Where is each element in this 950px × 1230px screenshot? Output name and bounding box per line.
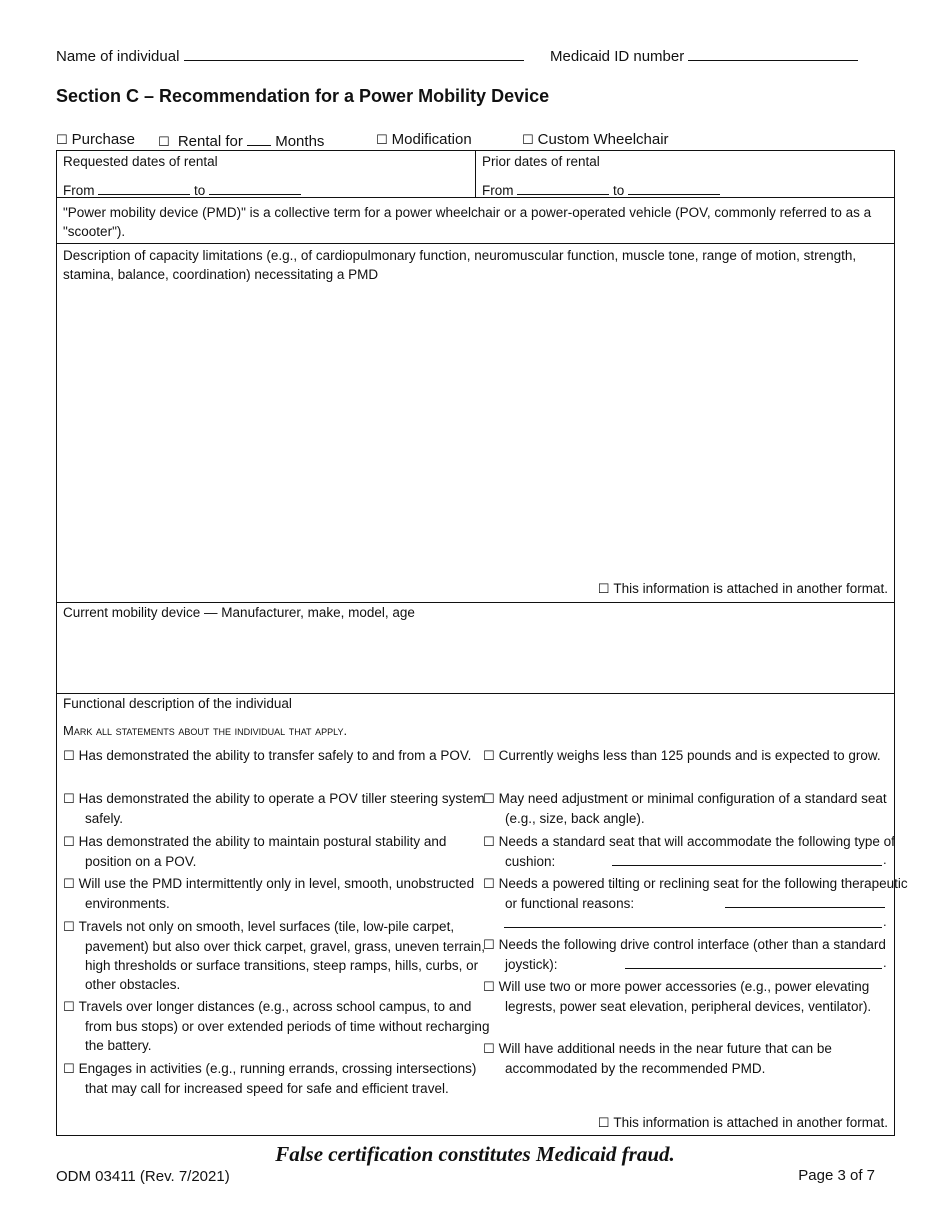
prior-from-label: From	[482, 183, 514, 198]
requested-to-label: to	[194, 183, 206, 198]
right-item-2[interactable]: ☐ May need adjustment or minimal configuration of a standard seat (e.g., size, back angle).	[483, 789, 910, 828]
requested-dates-label: Requested dates of rental	[63, 154, 218, 169]
custom-label: Custom Wheelchair	[537, 131, 669, 148]
prior-dates-cell	[475, 150, 895, 198]
form-id: ODM 03411 (Rev. 7/2021)	[56, 1168, 230, 1185]
right-item-5[interactable]: ☐ Needs the following drive control interface (other than a standard joystick):	[483, 935, 910, 974]
capacity-attached-label: This information is attached in another format.	[613, 581, 888, 596]
right-item-6[interactable]: ☐ Will use two or more power accessories (e.g., power elevating legrests, power seat elevation, peripheral devices, ventilator).	[483, 977, 910, 1016]
cushion-period: .	[883, 852, 887, 867]
functional-instruction: Mark all statements about the individual that apply.	[63, 723, 348, 738]
tilt-period: .	[883, 914, 887, 929]
rental-months-field[interactable]	[247, 131, 271, 146]
rental-label: Rental for	[177, 133, 243, 150]
requested-from-label: From	[63, 183, 95, 198]
purchase-checkbox[interactable]	[56, 131, 135, 148]
custom-wheelchair-checkbox[interactable]	[522, 131, 669, 148]
capacity-limitations-label: Description of capacity limitations (e.g., of cardiopulmonary function, neuromuscular function, muscle tone, range of motion, strength, stamina, balance, coordination) necessitating a PMD	[63, 248, 857, 282]
purchase-label: Purchase	[71, 131, 136, 148]
requested-to-field[interactable]	[209, 180, 301, 195]
left-item-4[interactable]: ☐ Will use the PMD intermittently only in level, smooth, unobstructed environments.	[63, 874, 490, 913]
current-device-cell[interactable]	[56, 602, 895, 694]
header-medicaid-row	[550, 46, 858, 65]
left-item-3[interactable]: ☐ Has demonstrated the ability to maintain postural stability and position on a POV.	[63, 832, 490, 871]
left-item-6[interactable]: ☐ Travels over longer distances (e.g., across school campus, to and from bus stops) or over extended periods of time without recharging the battery.	[63, 997, 490, 1055]
capacity-limitations-cell[interactable]	[56, 243, 895, 603]
right-item-4[interactable]: ☐ Needs a powered tilting or reclining seat for the following therapeutic or functional reasons:	[483, 874, 910, 913]
rental-checkbox[interactable]	[158, 131, 324, 150]
drive-control-field[interactable]	[625, 954, 882, 969]
right-item-1[interactable]: ☐ Currently weighs less than 125 pounds and is expected to grow.	[483, 746, 905, 766]
fraud-notice: False certification constitutes Medicaid fraud.	[275, 1142, 675, 1166]
functional-description-cell	[56, 693, 908, 1136]
medicaid-label: Medicaid ID number	[550, 48, 685, 65]
left-item-5[interactable]: ☐ Travels not only on smooth, level surfaces (tile, low-pile carpet, pavement) but also over thick carpet, gravel, grass, uneven terrain, high thresholds or surface transitions, steep ramps, hills, curbs, or other obstacles.	[63, 917, 490, 994]
current-device-label: Current mobility device — Manufacturer, make, model, age	[63, 605, 415, 620]
name-field[interactable]	[184, 46, 524, 61]
tilt-reasons-field-2[interactable]	[504, 913, 882, 928]
pmd-definition-text: "Power mobility device (PMD)" is a collective term for a power wheelchair or a power-operated vehicle (POV, commonly referred to as a "scooter").	[63, 205, 872, 239]
prior-from-field[interactable]	[517, 180, 609, 195]
rental-months-label: Months	[275, 133, 325, 150]
prior-dates-label: Prior dates of rental	[482, 154, 600, 169]
prior-dates-range	[482, 180, 720, 198]
medicaid-field[interactable]	[688, 46, 858, 61]
requested-dates-range	[63, 180, 301, 198]
tilt-reasons-field-1[interactable]	[725, 893, 885, 908]
capacity-attached-checkbox[interactable]	[598, 581, 888, 597]
cushion-type-field[interactable]	[612, 851, 882, 866]
page-number: Page 3 of 7	[798, 1167, 875, 1184]
right-item-3[interactable]: ☐ Needs a standard seat that will accommodate the following type of cushion:	[483, 832, 910, 871]
left-item-7[interactable]: ☐ Engages in activities (e.g., running errands, crossing intersections) that may call for increased speed for safe and efficient travel.	[63, 1059, 490, 1098]
right-item-7[interactable]: ☐ Will have additional needs in the near future that can be accommodated by the recommended PMD.	[483, 1039, 910, 1078]
prior-to-field[interactable]	[628, 180, 720, 195]
prior-to-label: to	[613, 183, 625, 198]
left-item-2[interactable]: ☐ Has demonstrated the ability to operate a POV tiller steering system safely.	[63, 789, 490, 828]
section-title: Section C – Recommendation for a Power Mobility Device	[56, 86, 550, 106]
requested-from-field[interactable]	[98, 180, 190, 195]
left-item-1[interactable]: ☐ Has demonstrated the ability to transfer safely to and from a POV.	[63, 746, 490, 766]
functional-attached-checkbox[interactable]	[598, 1115, 888, 1131]
modification-label: Modification	[391, 131, 472, 148]
functional-title: Functional description of the individual	[63, 696, 292, 711]
requested-dates-cell	[56, 150, 476, 198]
pmd-definition-cell	[56, 197, 895, 244]
drive-period: .	[883, 955, 887, 970]
modification-checkbox[interactable]	[376, 131, 472, 148]
header-name-row	[56, 46, 524, 65]
name-label: Name of individual	[56, 48, 180, 65]
functional-attached-label: This information is attached in another format.	[613, 1115, 888, 1130]
